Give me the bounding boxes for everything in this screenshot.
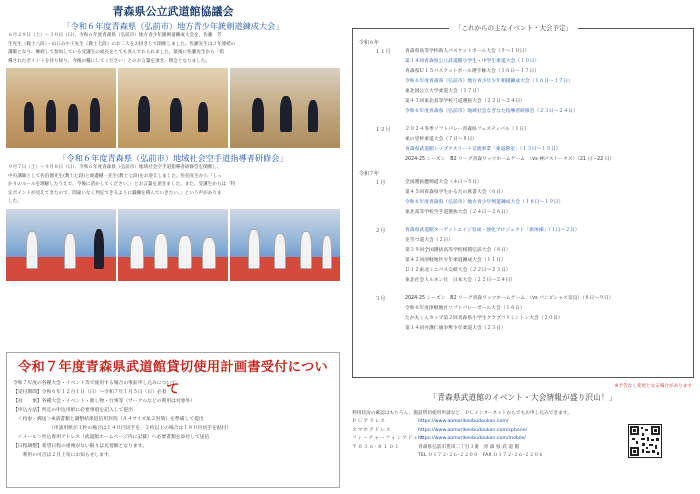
info-link[interactable]: https://www.aomorikenbudoukan.com/sphone/: [418, 427, 528, 433]
kendo-line: 生先生（範士八段）・山口みや子先生（教士七段）のお二人をお招きして開催しました。佐藤先生は３年連続の: [8, 41, 236, 47]
rental-line: 【申込方法】所定の申込用紙に必要事項を記入して提出: [13, 408, 133, 413]
karate-line: した。: [8, 199, 22, 204]
right-column: [350, 18, 696, 490]
kendo-photo-3: [230, 68, 340, 148]
rental-title: 令和７年度青森県武道館貸切使用計画書受付について: [18, 360, 328, 397]
kendo-photo-2: [118, 68, 228, 148]
event-item: 第４３回東北高等学校弓道選抜大会（２２日～２４日）: [405, 99, 525, 104]
karate-photo-1: [6, 209, 116, 281]
event-item: 第４２回津軽地区少年柔道錬成大会（１１日）: [405, 258, 506, 263]
event-item: 第１４回弁護仁旗争奪少年柔道大会（２３日）: [405, 326, 506, 331]
event-item: Ｕ１２東北ミニバス交歓大会（２２日～２３日）: [405, 268, 511, 273]
info-row: [352, 427, 612, 435]
event-item: 令和６年度津軽地区ソフトバレーボール大会（１６日）: [405, 306, 525, 311]
event-item: 柔の里杯柔道大会（７日～８日）: [405, 137, 477, 142]
info-intro: [352, 410, 612, 418]
event-month: １２月: [375, 127, 391, 133]
event-item: 東北高等学校空手道選抜大会（２４日～２６日）: [405, 210, 511, 215]
event-item: たか丸くんカップ第２回青森県小学生クラブバドミントン大会（２０日）: [405, 316, 563, 321]
kendo-line: ６月２９日（土）～３０日（日）、令和６年度青森県（弘前市）地方青少年銃剣道錬成大会を、佐藤 芳: [8, 33, 222, 38]
rental-line: ＜メール＞申込専用アドレス（武道館ホームページ内に記載）へ必要書類を添付して送信: [13, 435, 210, 440]
karate-photo-3: [230, 209, 340, 281]
event-month: ３月: [375, 296, 386, 302]
event-item: 青森県武道館トップアスリート交流事業「柔道教室」（１３日～１５日）: [405, 147, 561, 152]
event-year: 令和７年: [359, 171, 380, 177]
rental-line: ＜持参・郵送＞※請書類と調整結果返信用封筒（Ａ４サイズ角２封筒）を準備して提出: [13, 417, 204, 422]
info-value: 青森県弘前市豊田二丁目３番 青 森 県 武 道 館: [418, 444, 520, 450]
info-label: フィーチャーフォンアドレス: [352, 436, 425, 442]
event-item: 東北国公立大学柔道大会（１７日）: [405, 89, 482, 94]
info-label: スマホアドレス: [352, 427, 392, 433]
rental-line: 利用の可否は２月上旬にお知らせします。: [13, 453, 114, 458]
info-row: [352, 418, 612, 426]
change-note: ※予告なく変更となる場合があります: [614, 384, 692, 389]
event-item: 全国選抜鷹剣道大会（４日～５日）: [405, 180, 482, 185]
info-label: 〒０３６-８１０１: [352, 444, 401, 450]
rental-line: 令和７年度の各種大会・イベント等で使用する場合の事前申し込みについて: [13, 381, 177, 386]
karate-photo-2: [118, 209, 228, 281]
event-month: ２月: [375, 228, 386, 234]
association-title: 青森県公立武道館協議会: [112, 5, 234, 18]
info-row: [352, 435, 612, 443]
info-rows: [352, 418, 612, 460]
rental-notice-box: [6, 352, 340, 488]
info-row: [352, 444, 612, 452]
left-column: [6, 4, 340, 490]
karate-line: 定ポイントが見えてきたので、間違いなく判定できるように鍛錬を積んでいきたい。」という声がありま: [8, 190, 222, 196]
info-label: ＰＣアドレス: [352, 419, 386, 425]
kendo-body: [6, 32, 340, 66]
info-lines: [352, 410, 612, 460]
event-item: 第４５回青森県学生かるたの席書大会（６日）: [405, 190, 506, 195]
event-item: 克雪つ道大会（２日）: [405, 238, 453, 243]
qr-code-icon[interactable]: [628, 424, 662, 458]
rental-line: （申請用紙が１枚の場合は１４０円切手を、２枚以上の場合は１８０円切手を貼付）: [13, 426, 232, 431]
info-link[interactable]: https://www.aomorikenbudoukan.com/mobile/: [418, 436, 526, 442]
kendo-line: 講師となり、継続して参加している受講生の成長をとても喜んでおられました。最後に佐藤先生から「指: [8, 50, 224, 55]
event-month: １月: [375, 180, 386, 186]
info-link[interactable]: https://www.aomorikenbudoukan.com/: [418, 419, 509, 425]
kendo-section-title: 「令和６年度青森県（弘前市）地方青少年銃剣道錬成大会」: [62, 21, 284, 31]
info-label: [352, 452, 418, 460]
karate-line: 中央講師として佐伯德先生(教士七段)と渡邊剛一先生(教士七段)をお迎えしました。佐伯先生から「しっ: [8, 173, 222, 179]
rental-line: 【日程調整】希望日程の重複がない限りは先着順となります。: [13, 444, 147, 449]
kendo-photo-1: [6, 68, 116, 148]
event-item: 青森県Ｕ１５バスケットボール選手権大会（１６日～１７日）: [405, 69, 539, 74]
event-item: 青森県武道館ターゲットエイジ育成・強化プロジェクト「新体操」（１日～２日）: [405, 228, 580, 233]
event-year: 令和６年: [359, 40, 380, 46]
event-month: １１月: [375, 49, 391, 55]
events-header: 「これからの主なイベント・大会予定」: [449, 22, 578, 34]
event-item: 東北社会人ルネン社 日本大会（２２日～２４日）: [405, 278, 516, 283]
rental-line: 【対 象】各種大会・イベント・催し物・行事等（サークルなどの利用は対象外）: [13, 399, 196, 404]
karate-line: ９月７日（土）～９月８日（日）、令和６年度青森県（弘前市）地域社会空手道指導者研修会を開催し、: [8, 165, 222, 170]
karate-section-title: 「令和６年度青森県（弘前市）地域社会空手道指導者研修会」: [58, 153, 288, 163]
kendo-line: 導されたポイントを持ち帰り、今後の糧にしてください」とのお言葉を頂き、閉会となりました。: [8, 58, 210, 64]
karate-body: [6, 164, 340, 207]
event-item: 令和６年度青森県（弘前市）地方青少年少年相撲錬成大会（１６日～１７日）: [405, 79, 573, 84]
karate-photos: [6, 209, 340, 281]
event-item: 青森県高等学校新人バスケットボール大会（９～１０日）: [405, 49, 530, 54]
info-title: 「青森県武道館のイベント・大会情報が盛り沢山！」: [429, 393, 617, 402]
kendo-photos: [6, 68, 340, 148]
karate-line: かりのルールを理解したうえで、今後に活かしてください。」とお言葉を頂きました。また、受講生からは「特: [8, 182, 236, 187]
events-box: [352, 24, 694, 378]
event-item: 第１４回青森県公立武道館小学生・中学生柔道大会（１０日）: [405, 59, 540, 64]
rental-line: 【受付期間】令和６年１２月１日（日）～令和７年１月５日（日）必着: [13, 390, 167, 395]
event-item: 令和６年度青森県（弘前市）地域社会なぎなた指導者研修会（２３日～２４日）: [405, 109, 578, 114]
info-row: [352, 452, 612, 460]
event-item: 2024-25 シーズン B2 リーグ青森ワッツホームゲーム （vs バンビシャス奈良）（８日～９日）: [405, 296, 614, 301]
info-intro-text: 利用状況の確認はもちろん、施設貸切使用申請など、ＰＣインターネットからでもお申し込みできます。: [352, 411, 572, 416]
event-item: ２０２４冬季ソフトバレー青森県フェスティバル（１日）: [405, 127, 529, 132]
event-item: 第３９回全国選抜高等学校相撲弘前大会（８日）: [405, 248, 511, 253]
event-item: 2024-25 シーズン B2 リーグ青森ワッツホームゲーム （vs 神戸ストークス）（21 日～22 日）: [405, 157, 615, 162]
event-item: 令和６年度青森県（弘前市）地方青少年剣道錬成大会（１８日～１９日）: [405, 200, 564, 205]
info-value: TEL ０１７２-２６-２２００ FAX ０１７２-２６-２２０６: [418, 452, 544, 458]
